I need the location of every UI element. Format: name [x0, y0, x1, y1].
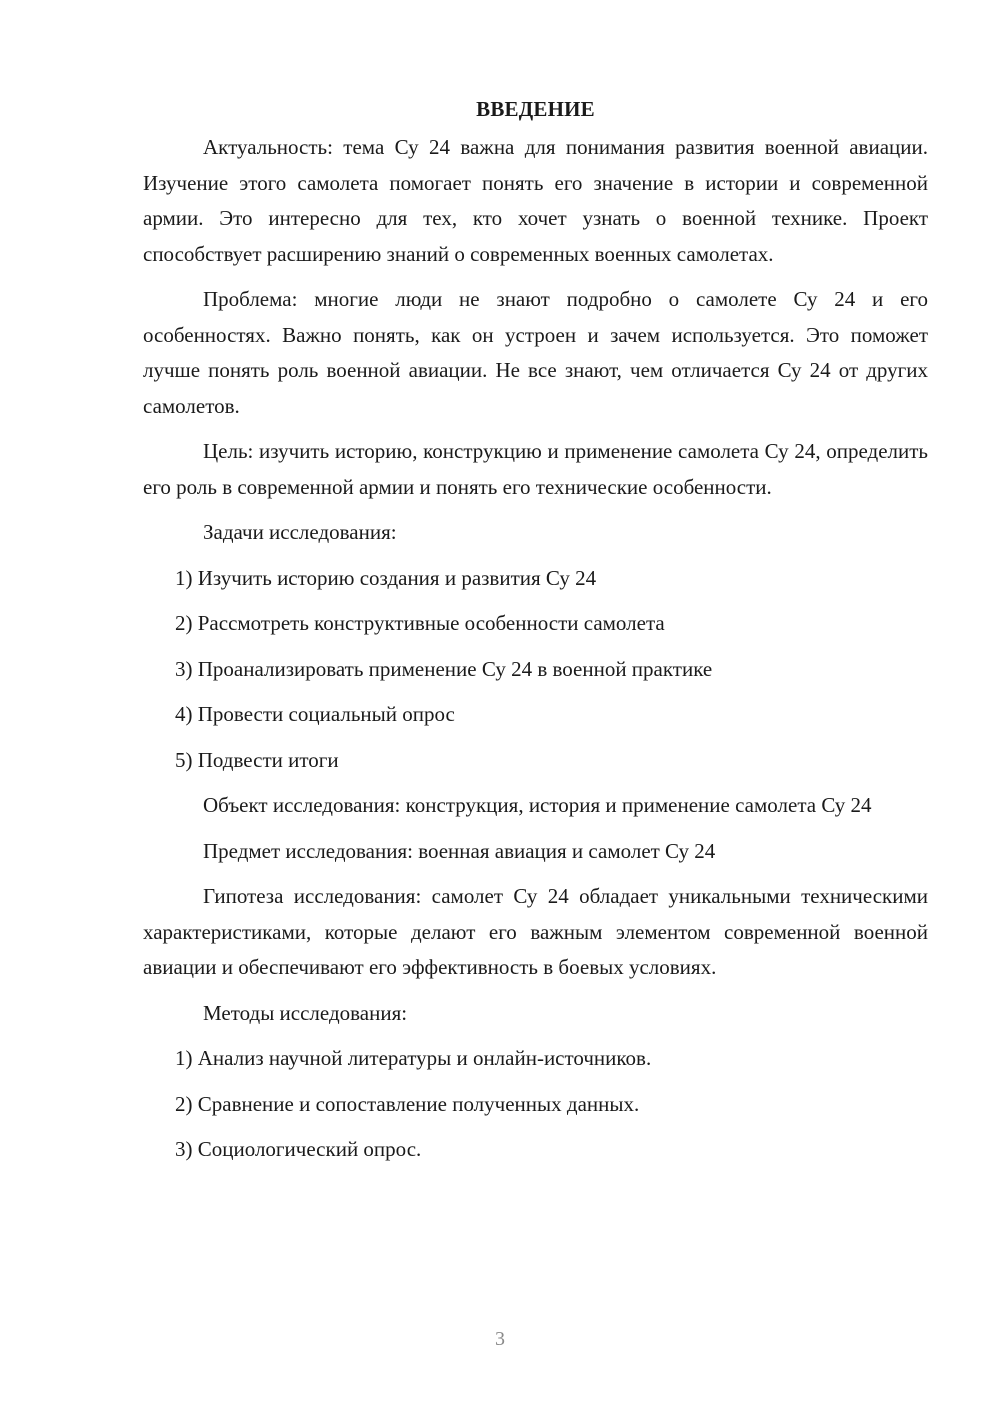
section-title: ВВЕДЕНИЕ: [476, 97, 595, 121]
page-number: 3: [495, 1328, 505, 1350]
object-paragraph: Объект исследования: конструкция, история и применение самолета Су 24: [203, 793, 872, 817]
tasks-list: [143, 561, 928, 779]
list-item: 3) Проанализировать применение Су 24 в военной практике: [175, 656, 713, 681]
methods-label: Методы исследования:: [203, 1000, 408, 1025]
list-item: 2) Рассмотреть конструктивные особенности самолета: [175, 611, 665, 635]
tasks-label: Задачи исследования:: [203, 520, 397, 544]
list-item: 1) Изучить историю создания и развития Су 24: [175, 565, 597, 590]
page-content: [143, 92, 928, 1168]
hypothesis-paragraph: Гипотеза исследования: самолет Су 24 обладает уникальными техническими характеристиками, которые делают его важным элементом современной военной авиации и обеспечивают его эффективность в боевых условиях.: [143, 884, 928, 979]
list-item: 4) Провести социальный опрос: [175, 702, 455, 726]
subject-paragraph: Предмет исследования: военная авиация и самолет Су 24: [203, 838, 716, 863]
list-item: 1) Анализ научной литературы и онлайн-источников.: [175, 1046, 652, 1070]
list-item: 3) Социологический опрос.: [175, 1137, 422, 1161]
methods-list: [143, 1041, 928, 1168]
list-item: 5) Подвести итоги: [175, 747, 339, 772]
list-item: 2) Сравнение и сопоставление полученных данных.: [175, 1091, 640, 1116]
problem-paragraph: Проблема: многие люди не знают подробно о самолете Су 24 и его особенностях. Важно понять, как он устроен и зачем используется. Это поможет лучше понять роль военной авиации. Не все знают, чем отличается Су 24 от других самолетов.: [143, 287, 928, 418]
relevance-paragraph: Актуальность: тема Су 24 важна для понимания развития военной авиации. Изучение этого самолета помогает понять его значение в истории и современной армии. Это интересно для тех, кто хочет узнать о военной технике. Проект способствует расширению знаний о современных военных самолетах.: [143, 135, 928, 266]
goal-paragraph: Цель: изучить историю, конструкцию и применение самолета Су 24, определить его роль в современной армии и понять его технические особенности.: [143, 439, 928, 499]
